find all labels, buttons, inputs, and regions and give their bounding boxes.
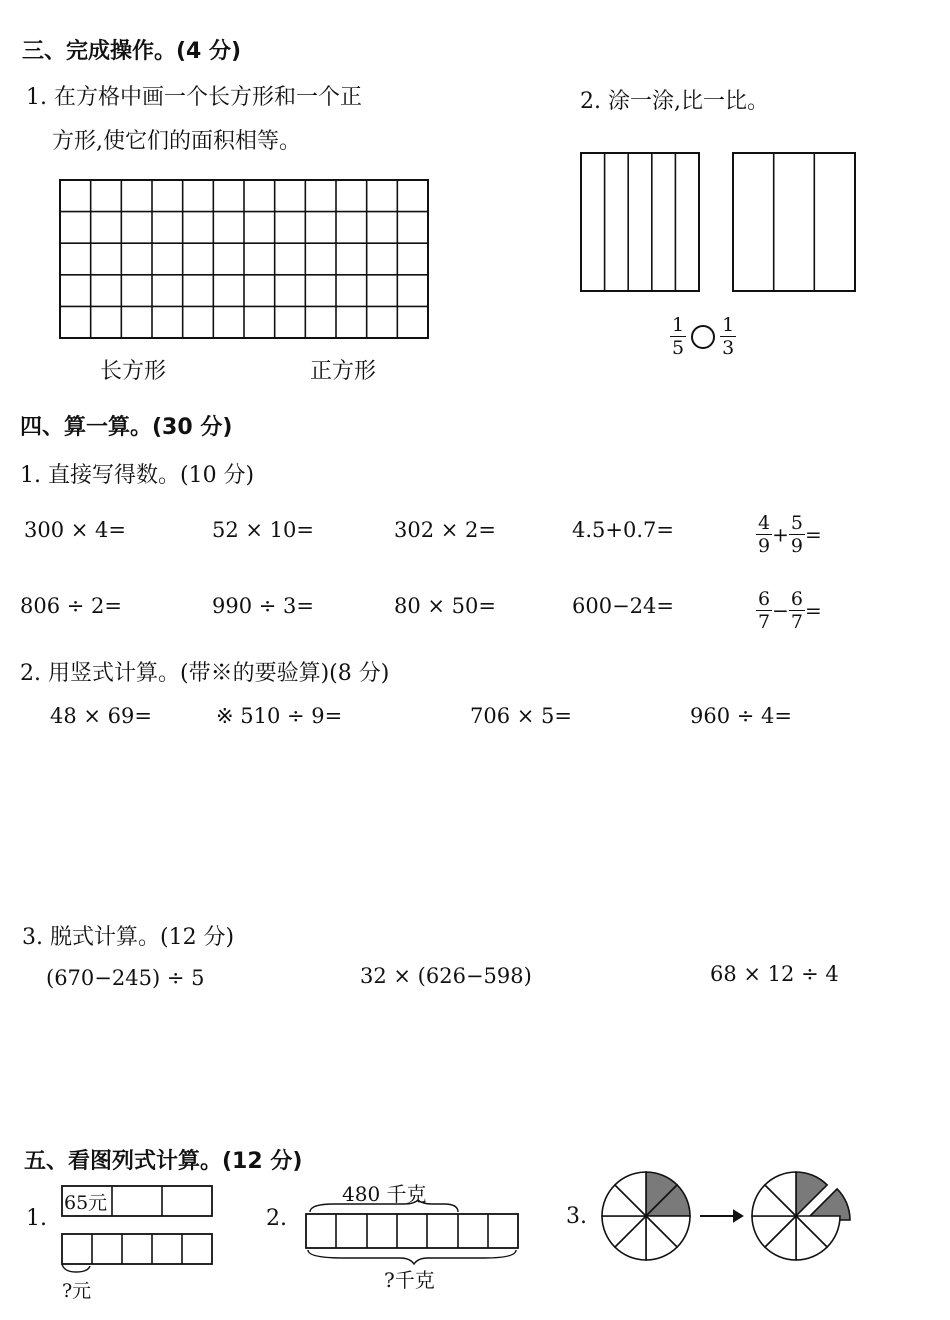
expr-4.5+0.7: 4.5+0.7= bbox=[572, 518, 674, 542]
q2-text: 2. 涂一涂,比一比。 bbox=[580, 89, 769, 114]
part1-title: 1. 直接写得数。(10 分) bbox=[20, 463, 255, 488]
label-rectangle: 长方形 bbox=[100, 359, 167, 384]
vertical-48x69: 48 × 69= bbox=[50, 704, 152, 728]
vertical-960div4: 960 ÷ 4= bbox=[690, 704, 792, 728]
fraction-one-fifth: $\frac{1}{5}$ bbox=[672, 314, 685, 359]
expr-frac-sub: $\frac{6}{7}$ − $\frac{6}{7}$ = bbox=[758, 588, 822, 633]
pie-right bbox=[752, 1172, 850, 1260]
expr-600-24: 600−24= bbox=[572, 594, 674, 618]
q1-unknown-label: ?元 bbox=[62, 1280, 92, 1302]
expr-806div2: 806 ÷ 2= bbox=[20, 594, 122, 618]
q3-pie-diagram bbox=[600, 1166, 850, 1266]
fraction-one-third: $\frac{1}{3}$ bbox=[722, 314, 735, 359]
expr-frac-add: $\frac{4}{9}$ + $\frac{5}{9}$ = bbox=[758, 512, 822, 557]
expr-990div3: 990 ÷ 3= bbox=[212, 594, 314, 618]
stepwise-3: 68 × 12 ÷ 4 bbox=[710, 962, 839, 986]
q1-box-label: 65元 bbox=[64, 1192, 108, 1214]
expr-80x50: 80 × 50= bbox=[394, 594, 496, 618]
expr-302x2: 302 × 2= bbox=[394, 518, 496, 542]
stepwise-1: (670−245) ÷ 5 bbox=[46, 966, 205, 990]
s5-q3-number: 3. bbox=[566, 1204, 587, 1229]
pie-left bbox=[602, 1172, 690, 1260]
shading-rect-fifths[interactable] bbox=[580, 152, 702, 294]
q2-top-label: 480 千克 bbox=[342, 1182, 427, 1206]
shading-rect-thirds[interactable] bbox=[732, 152, 858, 294]
s5-q1-number: 1. bbox=[26, 1206, 47, 1231]
expr-52x10: 52 × 10= bbox=[212, 518, 314, 542]
part3-title: 3. 脱式计算。(12 分) bbox=[22, 925, 235, 950]
q2-bar-diagram bbox=[304, 1200, 520, 1268]
s5-q2-number: 2. bbox=[266, 1206, 287, 1231]
vertical-706x5: 706 × 5= bbox=[470, 704, 572, 728]
section5-title: 五、看图列式计算。(12 分) bbox=[24, 1149, 303, 1174]
compare-circle[interactable] bbox=[691, 325, 715, 349]
section3-title: 三、完成操作。(4 分) bbox=[22, 39, 242, 64]
part2-title: 2. 用竖式计算。(带※的要验算)(8 分) bbox=[20, 661, 390, 686]
stepwise-2: 32 × (626−598) bbox=[360, 964, 532, 988]
drawing-grid[interactable] bbox=[58, 178, 430, 340]
vertical-510div9: ※ 510 ÷ 9= bbox=[216, 704, 343, 728]
section4-title: 四、算一算。(30 分) bbox=[20, 415, 233, 440]
fraction-comparison bbox=[670, 314, 736, 359]
arrow-icon bbox=[700, 1211, 742, 1221]
q2-bottom-label: ?千克 bbox=[384, 1268, 435, 1292]
q1-text-line1: 1. 在方格中画一个长方形和一个正 bbox=[26, 85, 362, 110]
label-square: 正方形 bbox=[310, 359, 377, 384]
expr-300x4: 300 × 4= bbox=[24, 518, 126, 542]
q1-text-line2: 方形,使它们的面积相等。 bbox=[52, 129, 301, 154]
